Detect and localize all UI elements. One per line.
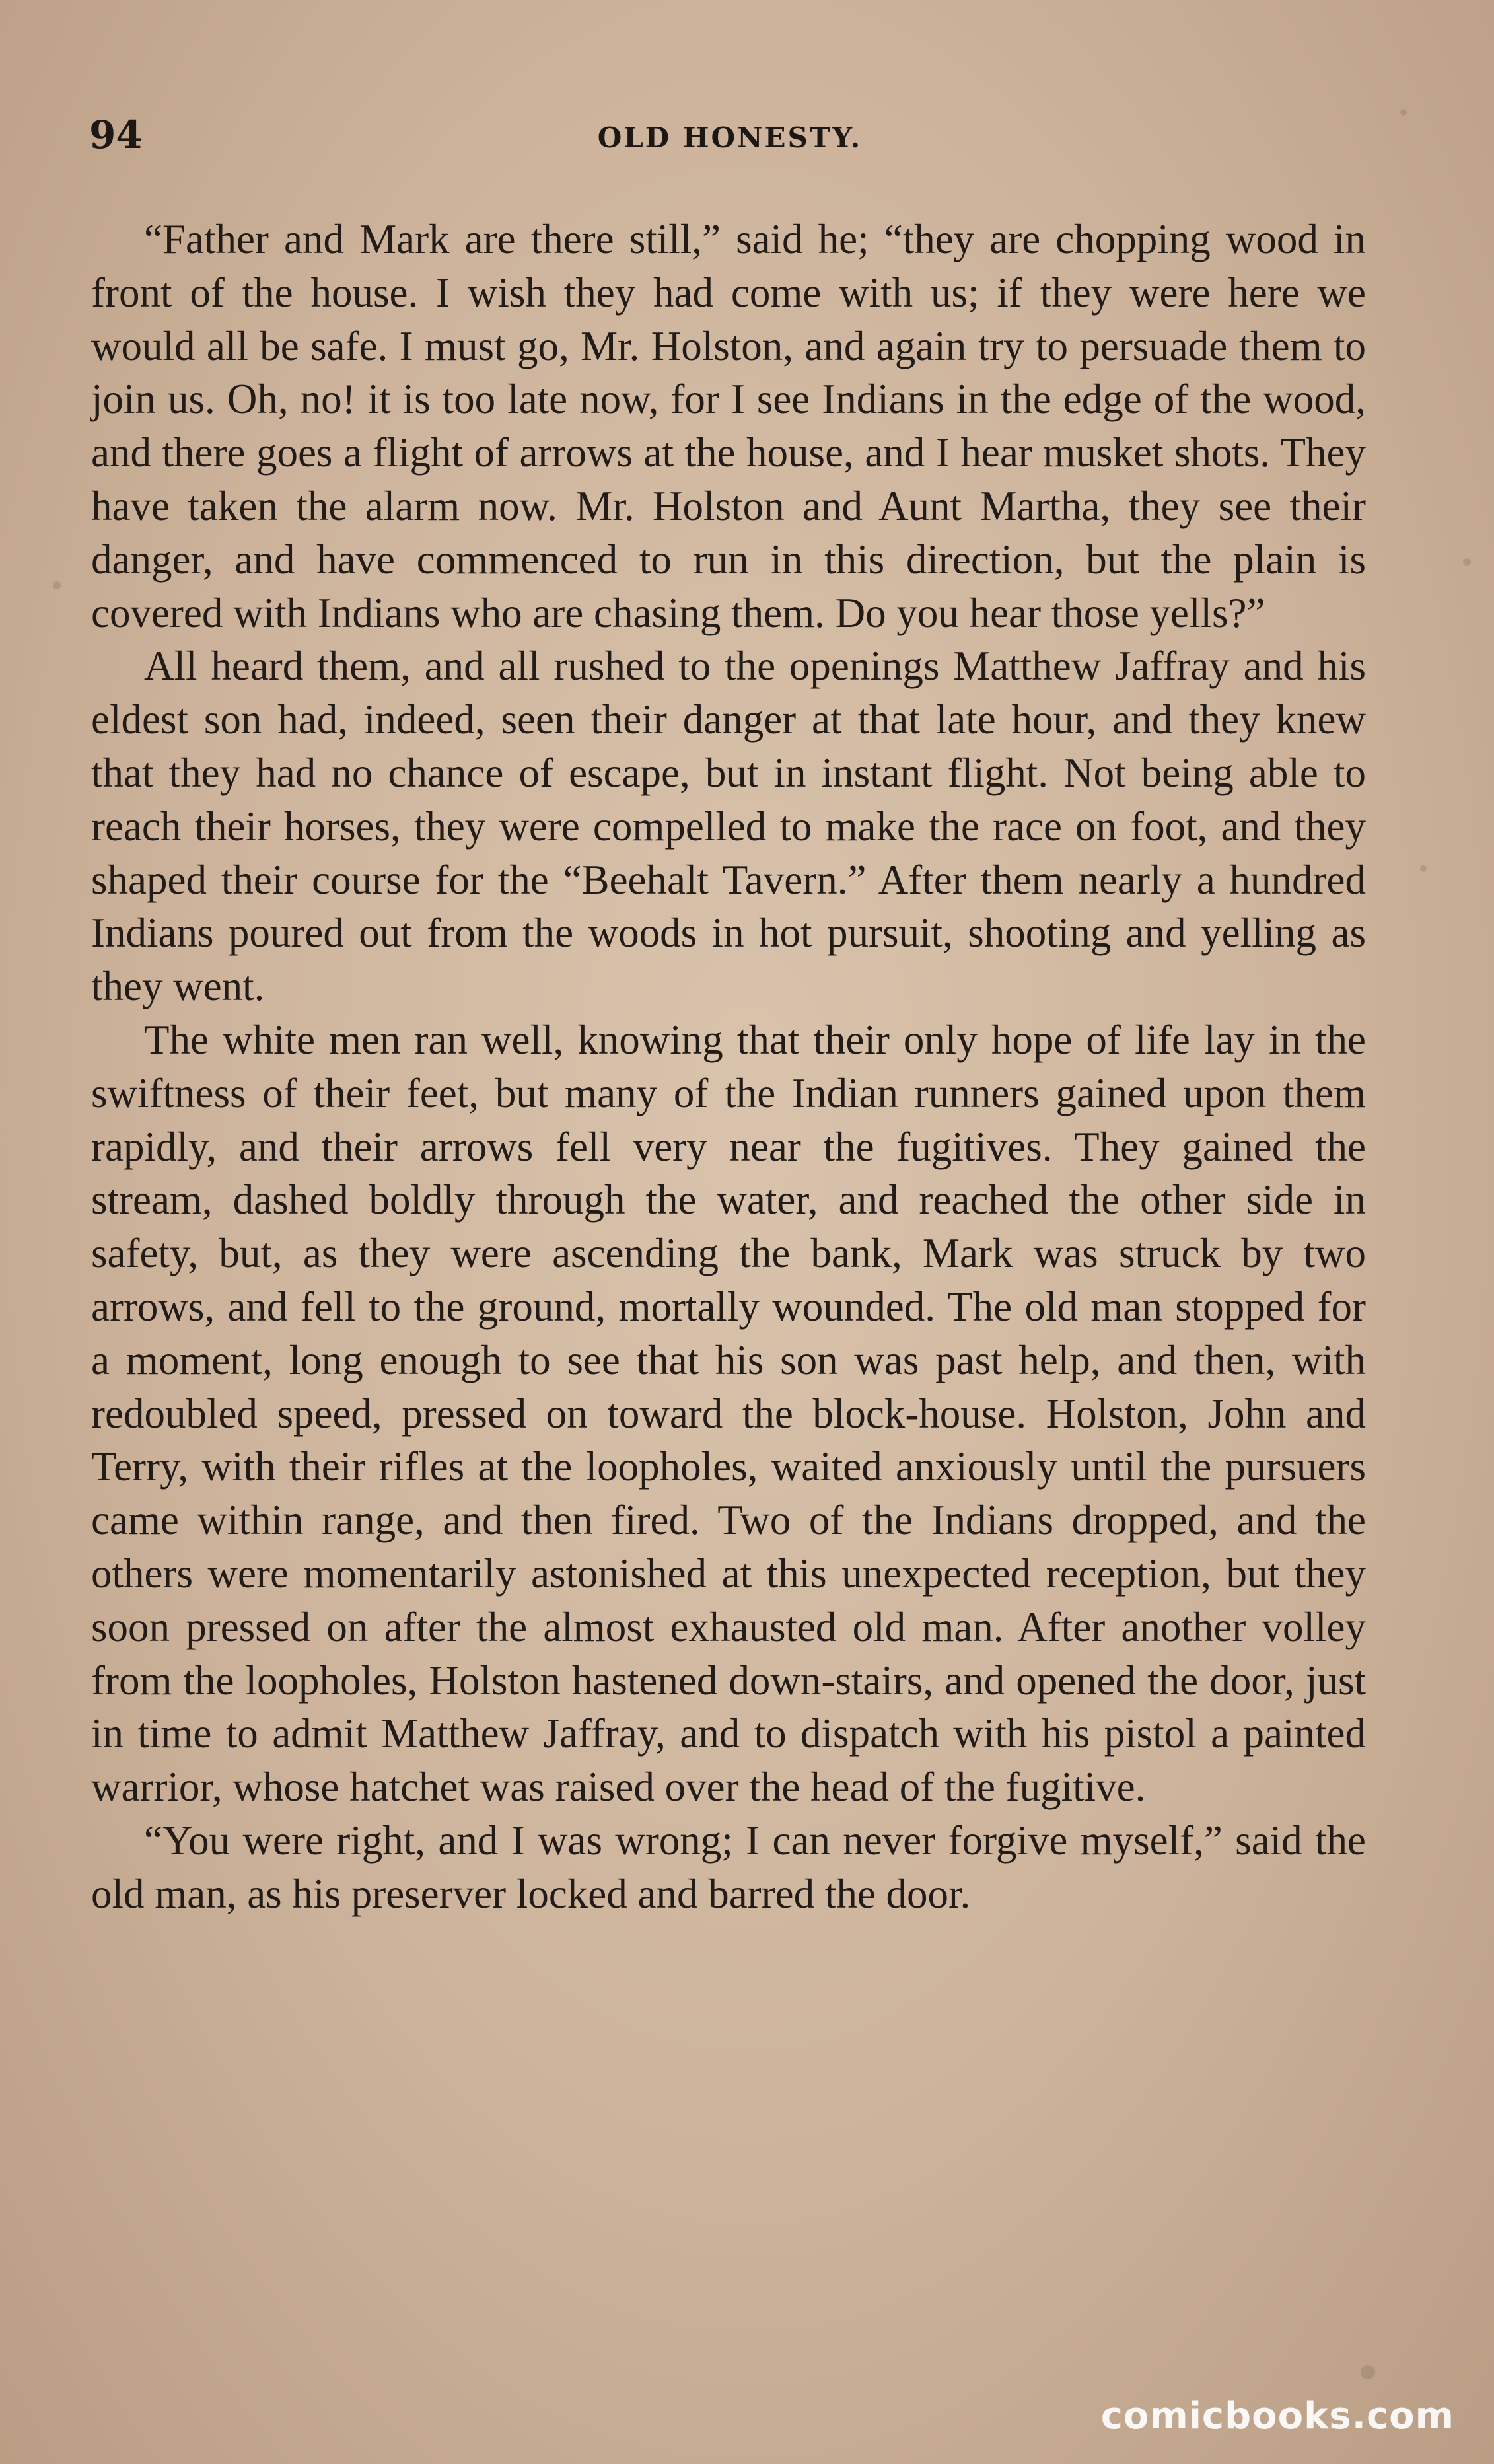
paragraph: “Father and Mark are there still,” said he; “they are chopping wood in front of the house. I wish they had come with us; if they were here we would all be safe. I must go, Mr. Holston, and again try to persuade them to join us. Oh, no! it is too late now, for I see Indians in the edge of the wood, and there goes a flight of arrows at the house, and I hear musket shots. They have taken the alarm now. Mr. Holston and Aunt Martha, they see their danger, and have commenced to run in this direction, but the plain is covered with Indians who are chasing them. Do you hear those yells?” [91,216,1366,636]
body-text [91,213,1366,1921]
watermark: comicbooks.com [1100,2395,1454,2438]
page-speck [1361,2365,1375,2379]
page-speck [1400,109,1407,116]
running-header [89,112,1370,165]
page-speck [53,581,61,589]
paragraph: All heard them, and all rushed to the openings Matthew Jaffray and his eldest son had, indeed, seen their danger at that late hour, and they knew that they had no chance of escape, but in instant flight. Not being able to reach their horses, they were compelled to make the race on foot, and they shaped their course for the “Beehalt Tavern.” After them nearly a hundred Indians poured out from the woods in hot pursuit, shooting and yelling as they went. [91,643,1366,1010]
page-number: 94 [89,112,143,157]
page-speck [1420,865,1427,872]
running-title: OLD HONESTY. [597,122,863,154]
paragraph: The white men ran well, knowing that their only hope of life lay in the swiftness of their feet, but many of the Indian runners gained upon them rapidly, and their arrows fell very near the fugitives. They gained the stream, dashed boldly through the water, and reached the other side in safety, but, as they were ascending the bank, Mark was struck by two arrows, and fell to the ground, mortally wounded. The old man stopped for a moment, long enough to see that his son was past help, and then, with redoubled speed, pressed on toward the block-house. Holston, John and Terry, with their rifles at the loopholes, waited anxiously until the pursuers came within range, and then fired. Two of the Indians dropped, and the others were momentarily astonished at this unexpected reception, but they soon pressed on after the almost exhausted old man. After another volley from the loopholes, Holston hastened down-stairs, and opened the door, just in time to admit Matthew Jaffray, and to dispatch with his pistol a painted warrior, whose hatchet was raised over the head of the fugitive. [91,1016,1366,1811]
paragraph: “You were right, and I was wrong; I can never forgive myself,” said the old man, as his preserver locked and barred the door. [91,1817,1366,1917]
page-speck [1463,558,1471,566]
